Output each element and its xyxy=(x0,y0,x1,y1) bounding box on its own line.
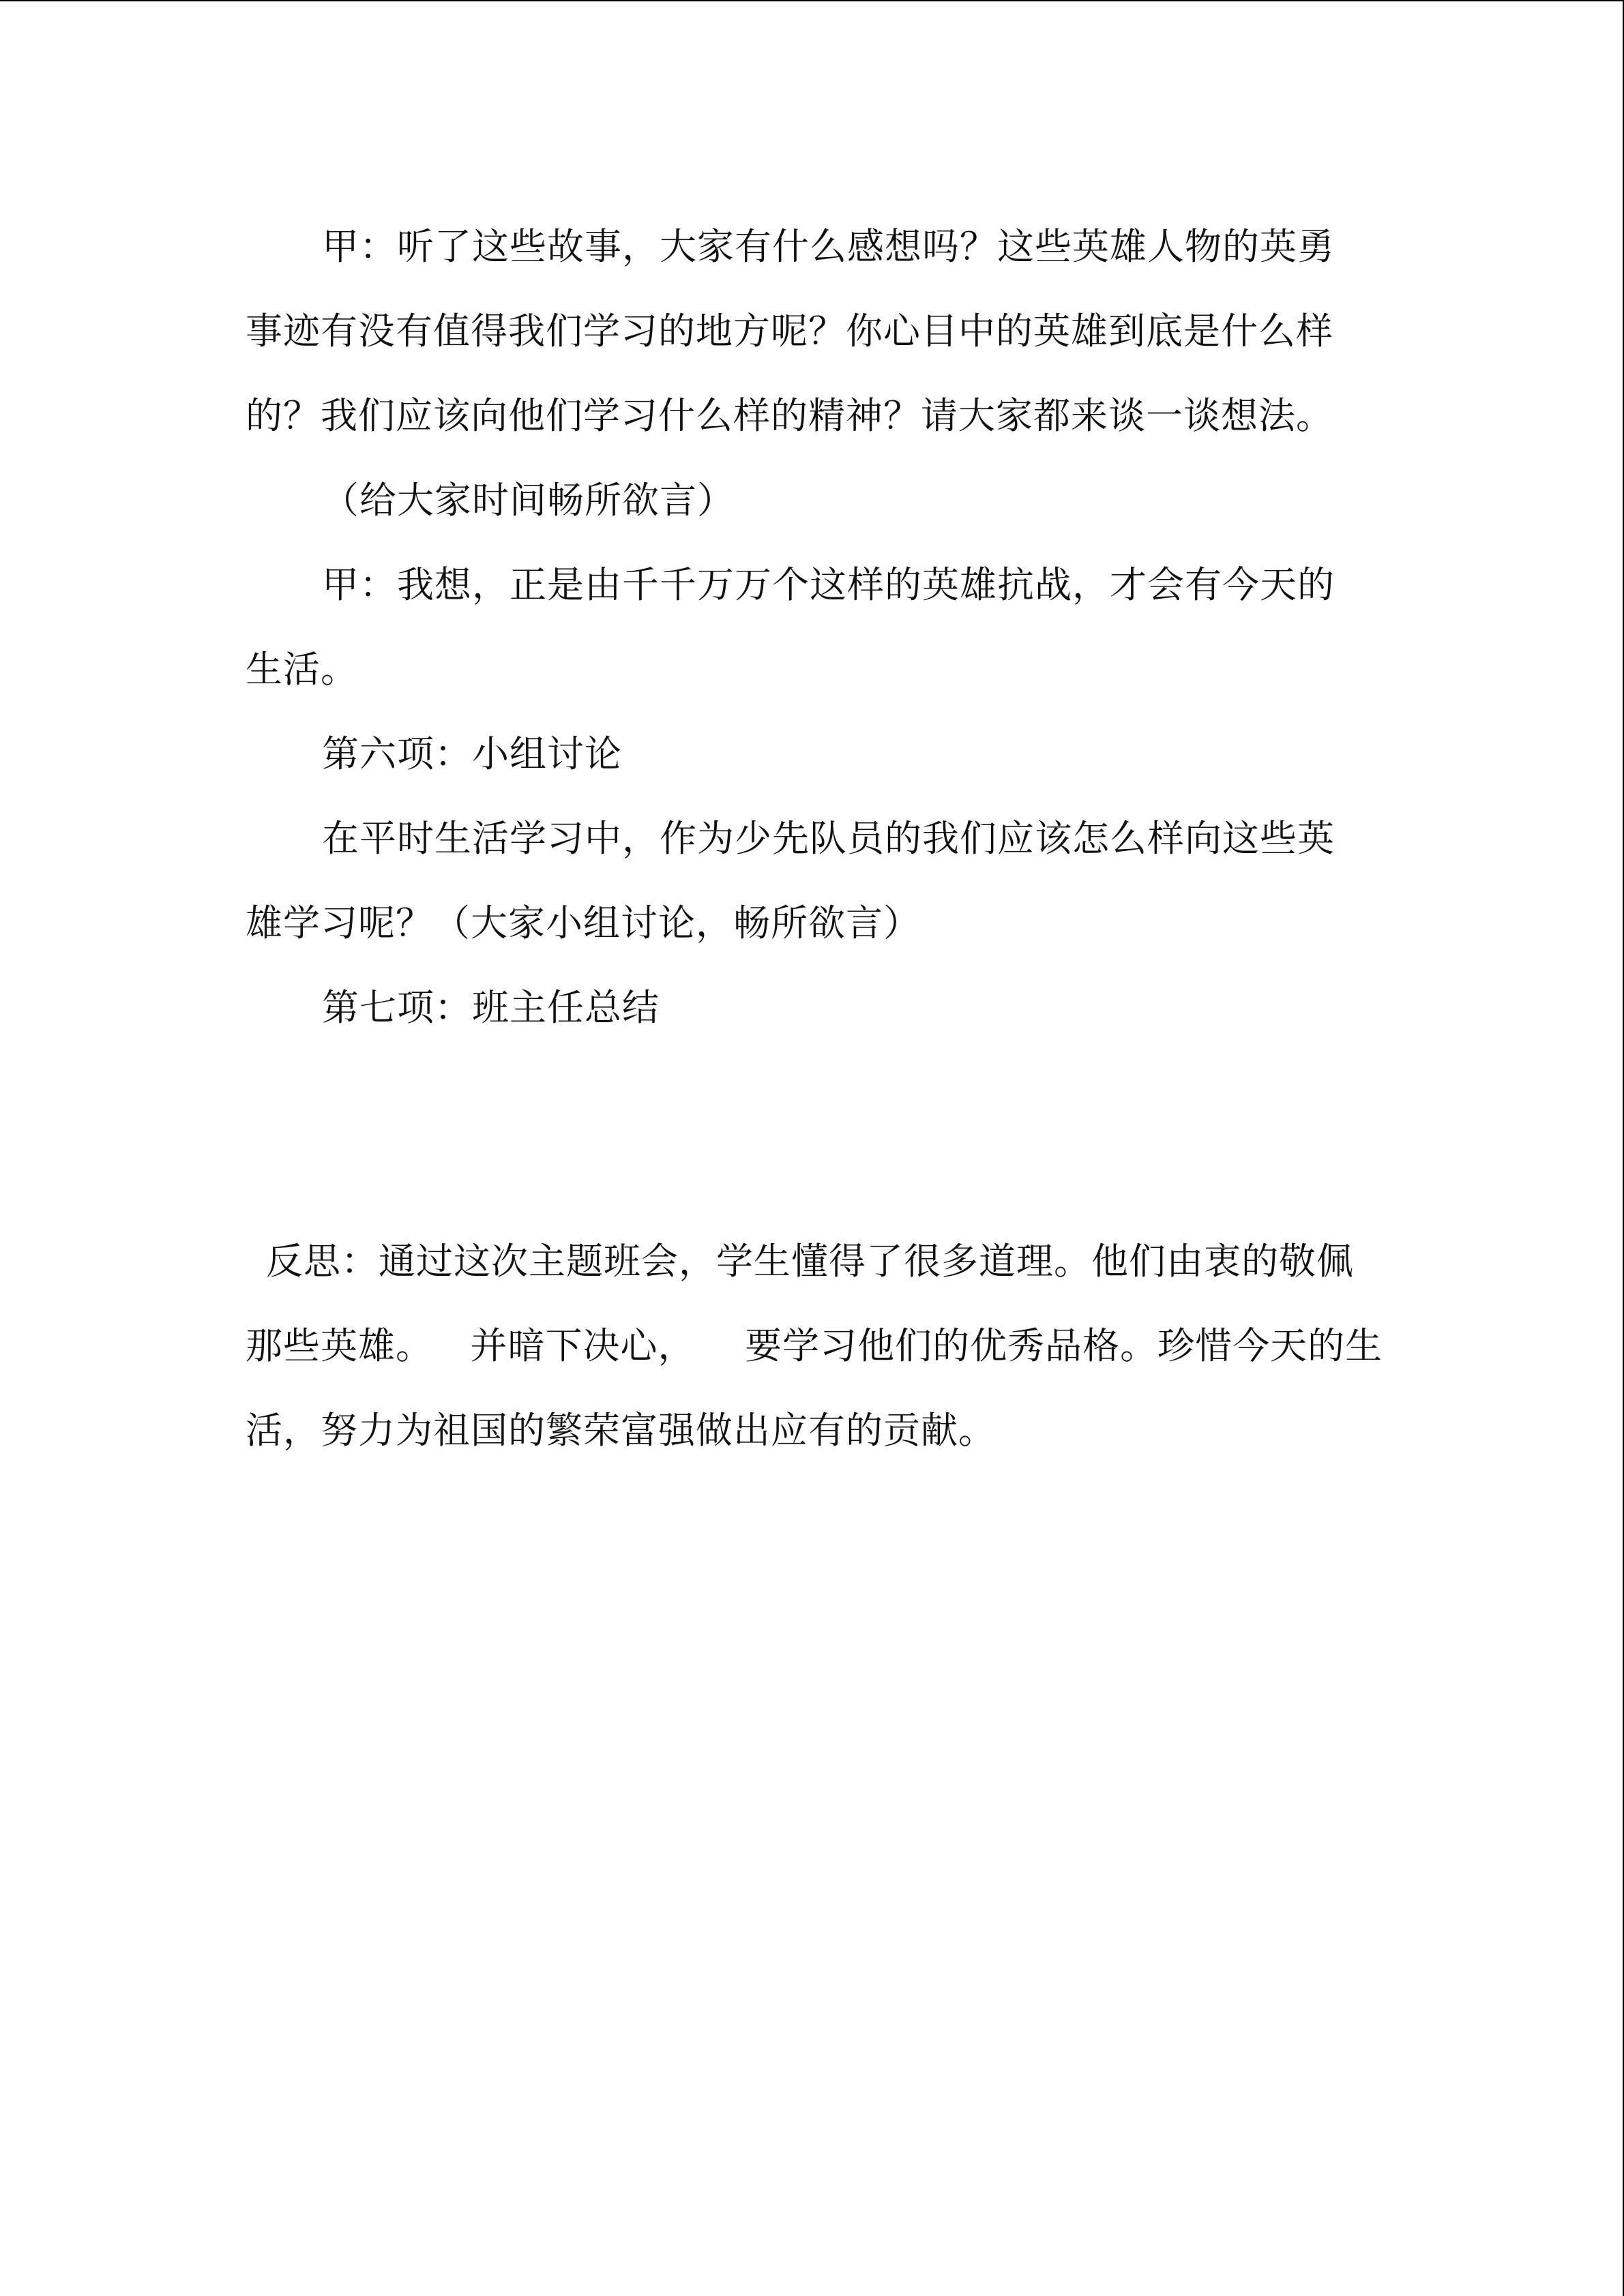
text-line: 那些英雄。 并暗下决心， 要学习他们的优秀品格。珍惜今天的生 xyxy=(246,1324,1383,1367)
text-line: 甲：听了这些故事，大家有什么感想吗？这些英雄人物的英勇 xyxy=(322,225,1335,268)
text-line: 反思：通过这次主题班会，学生懂得了很多道理。他们由衷的敬佩 xyxy=(266,1240,1354,1283)
text-line: 第六项：小组讨论 xyxy=(322,732,622,775)
paragraph-reflection xyxy=(246,1219,1391,1473)
text-line: 的？我们应该向他们学习什么样的精神？请大家都来谈一谈想法。 xyxy=(246,394,1333,437)
section-heading-item-6 xyxy=(246,712,1391,796)
text-line: （给大家时间畅所欲言） xyxy=(322,479,735,522)
paragraph-host-remark xyxy=(246,543,1391,712)
text-line: 第七项：班主任总结 xyxy=(322,986,660,1029)
text-line: 活，努力为祖国的繁荣富强做出应有的贡献。 xyxy=(246,1409,996,1452)
text-line: 甲：我想，正是由千千万万个这样的英雄抗战，才会有今天的 xyxy=(322,563,1335,606)
paragraph-discussion-prompt xyxy=(246,205,1391,458)
text-line: 事迹有没有值得我们学习的地方呢？你心目中的英雄到底是什么样 xyxy=(246,310,1333,353)
paragraph-stage-direction xyxy=(246,458,1391,543)
blank-space xyxy=(246,1050,1391,1219)
text-line: 雄学习呢？（大家小组讨论，畅所欲言） xyxy=(246,901,921,944)
text-line: 在平时生活学习中，作为少先队员的我们应该怎么样向这些英 xyxy=(322,817,1335,860)
section-heading-item-7 xyxy=(246,966,1391,1050)
document-body xyxy=(246,205,1391,1473)
paragraph-group-discussion xyxy=(246,796,1391,966)
text-line: 生活。 xyxy=(246,648,358,691)
